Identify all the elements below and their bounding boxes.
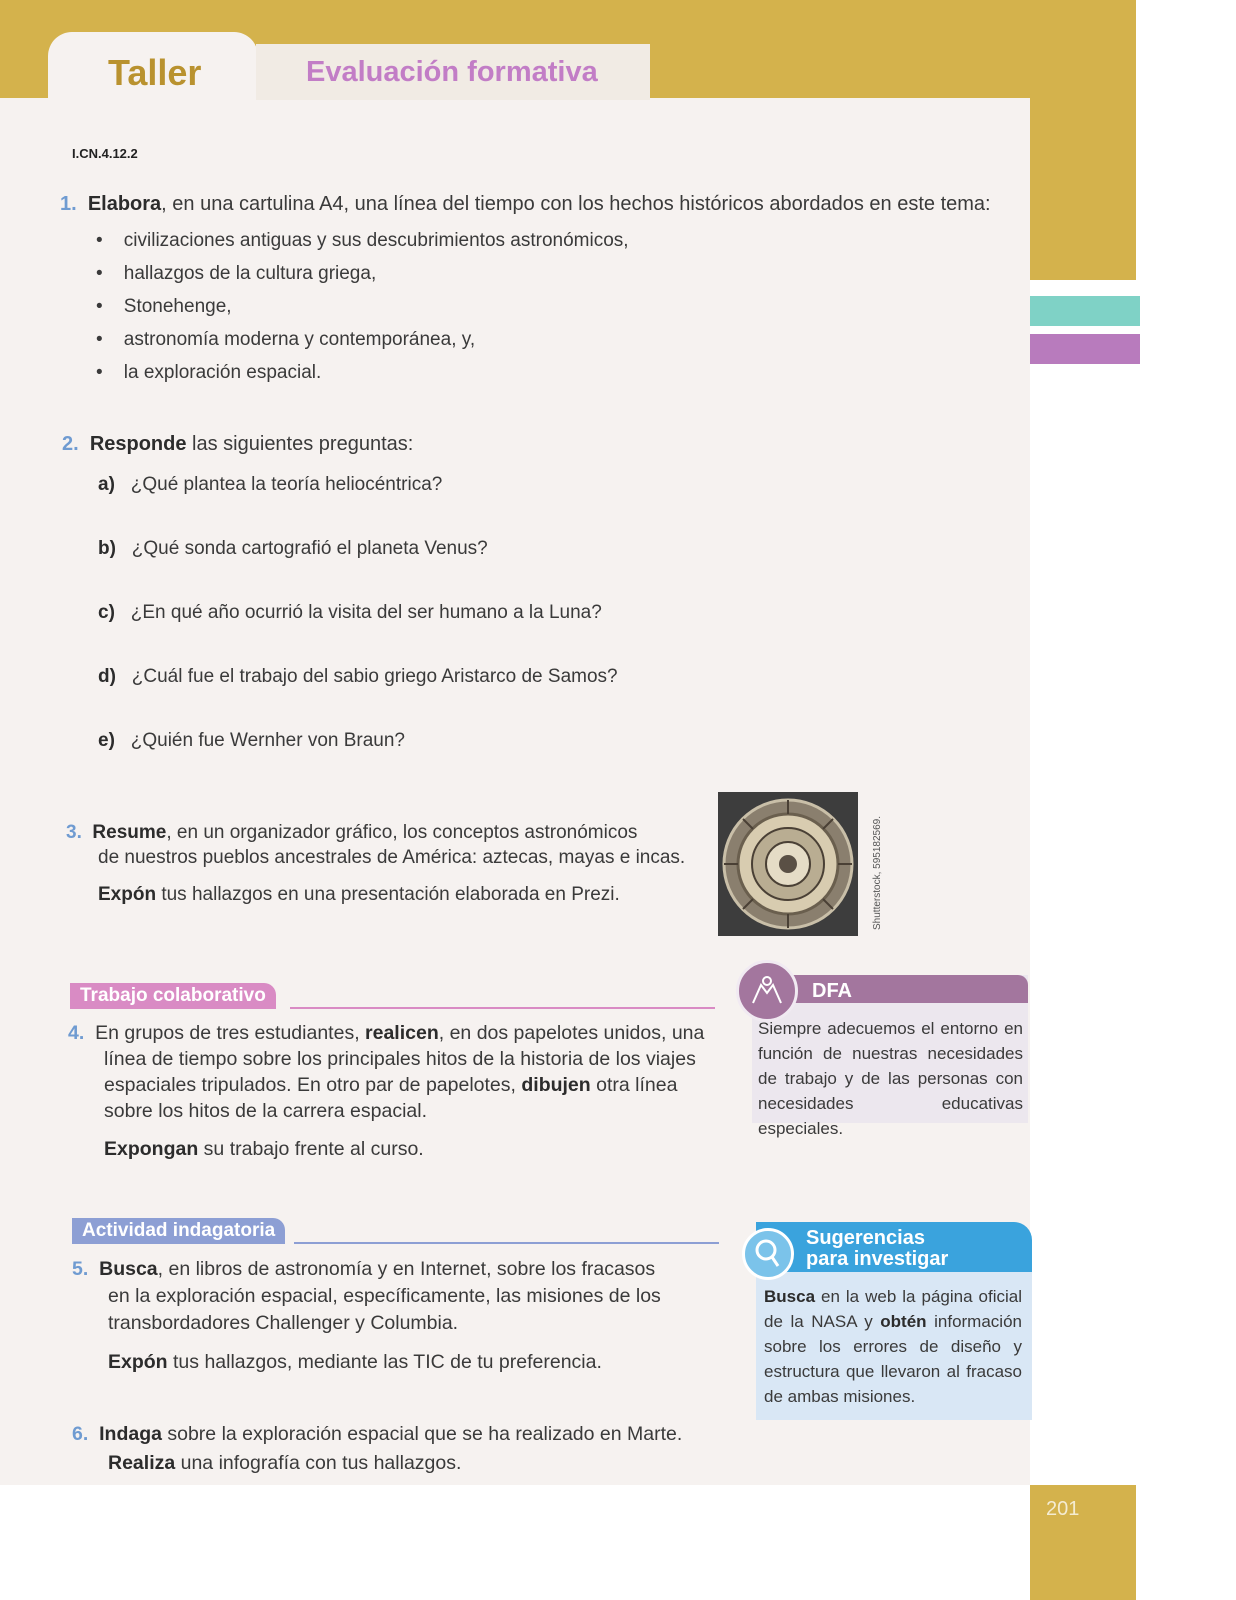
list-item-text: astronomía moderna y contemporánea, y, bbox=[123, 329, 476, 350]
item-text: ¿Qué sonda cartografió el planeta Venus? bbox=[131, 538, 488, 559]
list-item: • civilizaciones antiguas y sus descubrimientos astronómicos, bbox=[96, 230, 629, 251]
question-number: 3. bbox=[66, 822, 82, 843]
question-number: 2. bbox=[62, 433, 79, 455]
collab-banner: Trabajo colaborativo bbox=[70, 983, 276, 1009]
question-2 bbox=[62, 432, 413, 457]
item-label: b) bbox=[98, 538, 116, 559]
right-margin-white bbox=[1030, 280, 1136, 1485]
suggestion-verb: obtén bbox=[880, 1312, 927, 1331]
indag-banner-line bbox=[294, 1242, 719, 1244]
question-text-line: línea de tiempo sobre los principales hitos de la historia de los viajes bbox=[104, 1048, 696, 1070]
question-verb: Expón bbox=[108, 1351, 168, 1373]
question-verb: Elabora bbox=[87, 193, 162, 215]
curriculum-code: I.CN.4.12.2 bbox=[72, 146, 138, 161]
question-text: sobre la exploración espacial que se ha realizado en Marte. bbox=[161, 1423, 683, 1445]
hands-icon bbox=[736, 960, 798, 1022]
q1-bullet-list bbox=[96, 228, 629, 393]
question-1 bbox=[60, 192, 991, 217]
collab-banner-line bbox=[290, 1007, 715, 1009]
list-item-text: civilizaciones antiguas y sus descubrimientos astronómicos, bbox=[123, 230, 629, 251]
question-text: espaciales tripulados. En otro par de papelotes, bbox=[104, 1074, 522, 1096]
taller-tab-label: Taller bbox=[108, 52, 202, 93]
question-text: su trabajo frente al curso. bbox=[198, 1138, 424, 1160]
item-label: c) bbox=[98, 602, 115, 623]
q2-item-e bbox=[98, 728, 405, 753]
suggestion-text: en la web la página oficial de la NASA y bbox=[764, 1287, 1022, 1331]
dfa-label: DFA bbox=[812, 980, 852, 1002]
list-item: • hallazgos de la cultura griega, bbox=[96, 263, 377, 284]
question-text-line: transbordadores Challenger y Columbia. bbox=[108, 1312, 459, 1334]
question-text: las siguientes preguntas: bbox=[186, 433, 414, 455]
question-number: 4. bbox=[68, 1022, 85, 1044]
question-3 bbox=[66, 820, 706, 907]
question-text-line: de nuestros pueblos ancestrales de América: aztecas, mayas e incas. bbox=[98, 847, 686, 868]
question-text: , en dos papelotes unidos, una bbox=[438, 1022, 705, 1044]
suggestions-title-line: para investigar bbox=[806, 1248, 949, 1270]
q2-item-d bbox=[98, 664, 618, 689]
suggestions-text bbox=[764, 1284, 1022, 1409]
item-label: d) bbox=[98, 666, 116, 687]
list-item: • Stonehenge, bbox=[96, 296, 232, 317]
question-verb: Resume bbox=[92, 822, 167, 843]
list-item-text: la exploración espacial. bbox=[123, 362, 322, 383]
teal-strip bbox=[1030, 296, 1140, 326]
question-verb: realicen bbox=[365, 1022, 439, 1044]
aztec-calendar-icon bbox=[718, 792, 858, 936]
question-6 bbox=[72, 1420, 712, 1478]
item-text: ¿Cuál fue el trabajo del sabio griego Aristarco de Samos? bbox=[131, 666, 618, 687]
question-4 bbox=[68, 1020, 718, 1162]
question-text: una infografía con tus hallazgos. bbox=[175, 1452, 462, 1474]
question-text: , en un organizador gráfico, los conceptos astronómicos bbox=[166, 822, 638, 843]
suggestions-title bbox=[806, 1228, 948, 1270]
question-verb: Realiza bbox=[108, 1452, 176, 1474]
list-item-text: hallazgos de la cultura griega, bbox=[123, 263, 377, 284]
question-5 bbox=[72, 1256, 712, 1376]
item-label: e) bbox=[98, 730, 115, 751]
dfa-text: Siempre adecuemos el entorno en función de nuestras necesidades de trabajo y de las personas con necesidades educativas especiales. bbox=[758, 1019, 1023, 1138]
question-text-line: sobre los hitos de la carrera espacial. bbox=[104, 1100, 427, 1122]
question-verb: Busca bbox=[99, 1258, 158, 1280]
question-text: otra línea bbox=[590, 1074, 678, 1096]
question-number: 5. bbox=[72, 1258, 89, 1280]
question-text: , en libros de astronomía y en Internet, sobre los fracasos bbox=[157, 1258, 656, 1280]
suggestion-verb: Busca bbox=[764, 1287, 816, 1306]
question-verb: Expongan bbox=[104, 1138, 199, 1160]
list-item-text: Stonehenge, bbox=[123, 296, 232, 317]
q2-item-c bbox=[98, 600, 602, 625]
question-verb: dibujen bbox=[521, 1074, 591, 1096]
question-number: 6. bbox=[72, 1423, 89, 1445]
photo-credit: Shutterstock, 595182569. bbox=[872, 816, 883, 930]
question-verb: Indaga bbox=[99, 1423, 162, 1445]
magnifier-icon bbox=[742, 1228, 794, 1280]
indag-banner: Actividad indagatoria bbox=[72, 1218, 285, 1244]
item-label: a) bbox=[98, 474, 115, 495]
suggestion-text: información sobre los errores de diseño y estructura que llevaron al fracaso de ambas misiones. bbox=[764, 1312, 1022, 1406]
list-item: • astronomía moderna y contemporánea, y, bbox=[96, 329, 476, 350]
aztec-calendar-image bbox=[718, 792, 858, 936]
item-text: ¿En qué año ocurrió la visita del ser humano a la Luna? bbox=[130, 602, 602, 623]
page-number: 201 bbox=[1046, 1498, 1080, 1520]
question-text-line: en la exploración espacial, específicamente, las misiones de los bbox=[108, 1285, 661, 1307]
q2-item-b bbox=[98, 536, 488, 561]
item-text: ¿Quién fue Wernher von Braun? bbox=[130, 730, 405, 751]
list-item: • la exploración espacial. bbox=[96, 362, 322, 383]
evaluation-tab-label: Evaluación formativa bbox=[306, 56, 598, 88]
question-text: tus hallazgos, mediante las TIC de tu preferencia. bbox=[167, 1351, 602, 1373]
question-verb: Expón bbox=[98, 884, 157, 905]
question-verb: Responde bbox=[89, 433, 187, 455]
question-text: , en una cartulina A4, una línea del tiempo con los hechos históricos abordados en este tema: bbox=[161, 193, 991, 215]
q2-item-a bbox=[98, 472, 442, 497]
pink-strip bbox=[1030, 334, 1140, 364]
suggestions-title-line: Sugerencias bbox=[806, 1227, 925, 1249]
question-text: tus hallazgos en una presentación elaborada en Prezi. bbox=[156, 884, 620, 905]
question-number: 1. bbox=[60, 193, 77, 215]
question-text: En grupos de tres estudiantes, bbox=[95, 1022, 366, 1044]
item-text: ¿Qué plantea la teoría heliocéntrica? bbox=[130, 474, 443, 495]
